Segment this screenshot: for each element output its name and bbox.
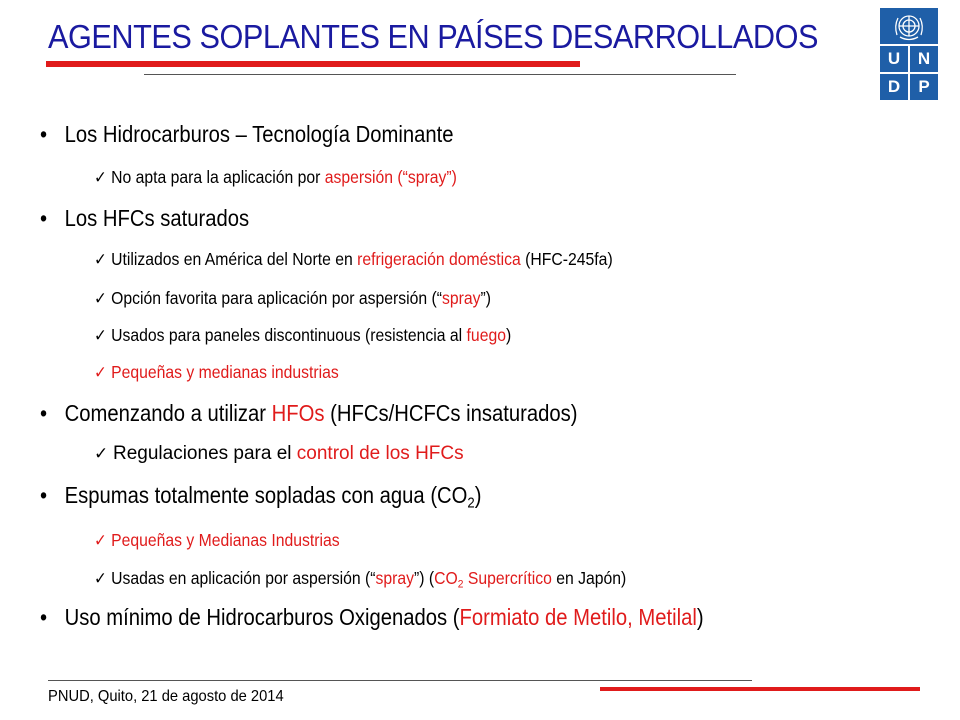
check-usadas-japon: ✓ Usadas en aplicación por aspersión (“spray”) ($CO_2$ Supercrítico en Japón) bbox=[94, 568, 627, 591]
checkmark-icon: ✓ bbox=[94, 363, 107, 382]
bullet-espumas-agua: • Espumas totalmente sopladas con agua $(CO_2)$ bbox=[40, 482, 482, 512]
bullet-hfcs-saturados: • Los HFCs saturados bbox=[40, 205, 250, 231]
bullet-hfos: • Comenzando a utilizar HFOs (HFCs/HCFCs insaturados) bbox=[40, 400, 578, 426]
un-emblem-icon bbox=[880, 8, 938, 44]
checkmark-icon: ✓ bbox=[94, 569, 107, 588]
checkmark-icon: ✓ bbox=[94, 326, 107, 345]
check-pymes: ✓ Pequeñas y Medianas Industrias bbox=[94, 530, 340, 550]
bullet-hidrocarburos: • Los Hidrocarburos – Tecnología Dominante bbox=[40, 121, 454, 147]
checkmark-icon: ✓ bbox=[94, 444, 109, 463]
title-red-underline bbox=[46, 61, 580, 67]
footer-text: PNUD, Quito, 21 de agosto de 2014 bbox=[48, 688, 284, 705]
logo-letter-p: P bbox=[910, 74, 938, 100]
slide-title: AGENTES SOPLANTES EN PAÍSES DESARROLLADOS bbox=[48, 18, 819, 55]
checkmark-icon: ✓ bbox=[94, 531, 107, 550]
check-america-norte: ✓ Utilizados en América del Norte en refrigeración doméstica (HFC-245fa) bbox=[94, 249, 613, 269]
logo-letter-u: U bbox=[880, 46, 908, 72]
footer-red-bar bbox=[600, 687, 920, 691]
check-no-apta: ✓ No apta para la aplicación por aspersión (“spray”) bbox=[94, 167, 457, 187]
logo-letter-n: N bbox=[910, 46, 938, 72]
logo-letter-d: D bbox=[880, 74, 908, 100]
bullet-oxigenados: • Uso mínimo de Hidrocarburos Oxigenados (Formiato de Metilo, Metilal) bbox=[40, 604, 704, 630]
check-pequenas-medianas: ✓ Pequeñas y medianas industrias bbox=[94, 362, 339, 382]
checkmark-icon: ✓ bbox=[94, 250, 107, 269]
check-paneles: ✓ Usados para paneles discontinuous (resistencia al fuego) bbox=[94, 325, 512, 345]
checkmark-icon: ✓ bbox=[94, 168, 107, 187]
undp-logo bbox=[880, 8, 938, 100]
check-opcion-favorita: ✓ Opción favorita para aplicación por aspersión (“spray”) bbox=[94, 288, 492, 308]
checkmark-icon: ✓ bbox=[94, 289, 107, 308]
footer-thin-rule bbox=[48, 680, 752, 681]
title-thin-rule bbox=[144, 74, 736, 75]
check-regulaciones: ✓ Regulaciones para el control de los HFCs bbox=[94, 443, 464, 464]
